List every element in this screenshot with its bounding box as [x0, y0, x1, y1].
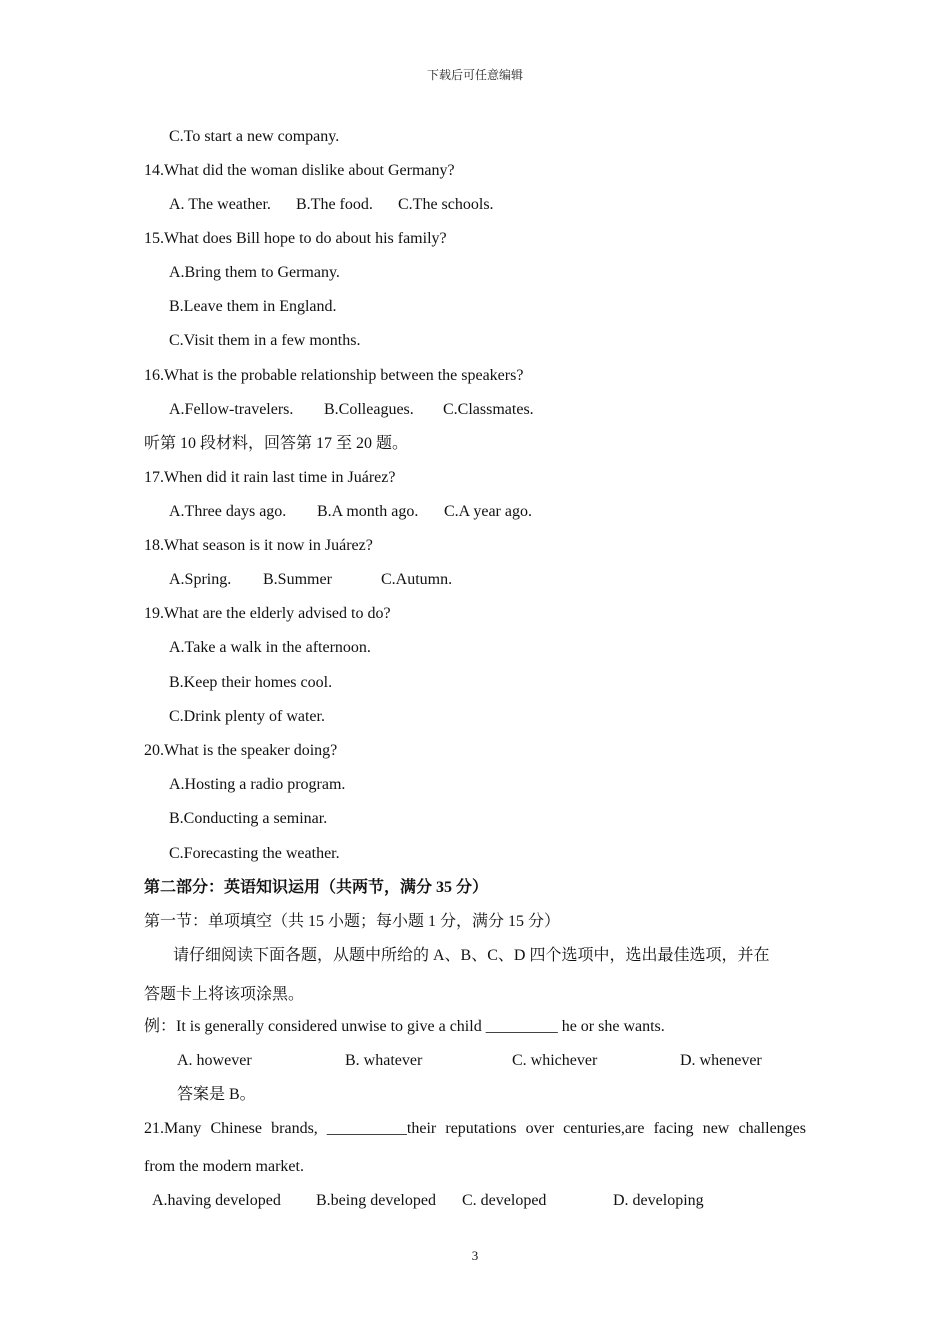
page-header: 下载后可任意编辑 — [426, 68, 523, 82]
instructions: 请仔细阅读下面各题，从题中所给的 A、B、C、D 四个选项中，选出最佳选项，并在 — [173, 947, 770, 964]
option-a: A.Take a walk in the afternoon. — [169, 639, 371, 656]
question-14: 14.What did the woman dislike about Germany? — [144, 162, 455, 179]
option-b: B.A month ago. — [317, 503, 419, 520]
option-a: A.Three days ago. — [169, 503, 287, 520]
page-number: 3 — [471, 1248, 479, 1263]
option-d: D. developing — [613, 1192, 704, 1209]
option-c: C.Drink plenty of water. — [169, 708, 325, 725]
option-b: B.The food. — [296, 196, 373, 213]
question-18: 18.What season is it now in Juárez? — [144, 537, 373, 554]
option-b: B.Colleagues. — [324, 401, 414, 418]
option-c: C. developed — [462, 1192, 547, 1209]
part-heading: 第二部分：英语知识运用（共两节，满分 35 分） — [144, 879, 489, 896]
option-a: A.Hosting a radio program. — [169, 776, 346, 793]
option-c: C.A year ago. — [444, 503, 532, 520]
question-21-cont: from the modern market. — [144, 1158, 304, 1175]
option-c: C.Classmates. — [443, 401, 534, 418]
example-question: 例：It is generally considered unwise to give a child _________ he or she wants. — [144, 1018, 665, 1035]
option-b: B.Leave them in England. — [169, 298, 337, 315]
question-16: 16.What is the probable relationship between the speakers? — [144, 367, 524, 384]
option-c: C.The schools. — [398, 196, 494, 213]
option-c: C.Autumn. — [381, 571, 453, 588]
option-d: D. whenever — [680, 1052, 762, 1069]
section-heading: 第一节：单项填空（共 15 小题；每小题 1 分，满分 15 分） — [144, 913, 561, 930]
question-21: 21.Many Chinese brands, __________their reputations over centuries,are facing new challenges — [144, 1120, 806, 1137]
option-a: A.Bring them to Germany. — [169, 264, 340, 281]
option-b: B. whatever — [345, 1052, 423, 1069]
instructions-cont: 答题卡上将该项涂黑。 — [144, 986, 305, 1003]
question-19: 19.What are the elderly advised to do? — [144, 605, 391, 622]
option-a: A.having developed — [152, 1192, 281, 1209]
option-c: C.Forecasting the weather. — [169, 845, 340, 862]
option-b: B.being developed — [316, 1192, 436, 1209]
question-15: 15.What does Bill hope to do about his family? — [144, 230, 447, 247]
option-a: A. however — [177, 1052, 252, 1069]
question-17: 17.When did it rain last time in Juárez? — [144, 469, 396, 486]
option-a: A. The weather. — [169, 196, 271, 213]
question-20: 20.What is the speaker doing? — [144, 742, 338, 759]
option-a: A.Fellow-travelers. — [169, 401, 294, 418]
option-b: B.Summer — [263, 571, 332, 588]
example-answer: 答案是 B。 — [177, 1086, 256, 1103]
section-heading: 听第 10 段材料，回答第 17 至 20 题。 — [144, 435, 409, 452]
option-a: A.Spring. — [169, 571, 232, 588]
option-b: B.Keep their homes cool. — [169, 674, 333, 691]
option-c: C. whichever — [512, 1052, 598, 1069]
option-c: C.Visit them in a few months. — [169, 332, 361, 349]
option-b: B.Conducting a seminar. — [169, 810, 328, 827]
option-text: C.To start a new company. — [169, 128, 340, 145]
